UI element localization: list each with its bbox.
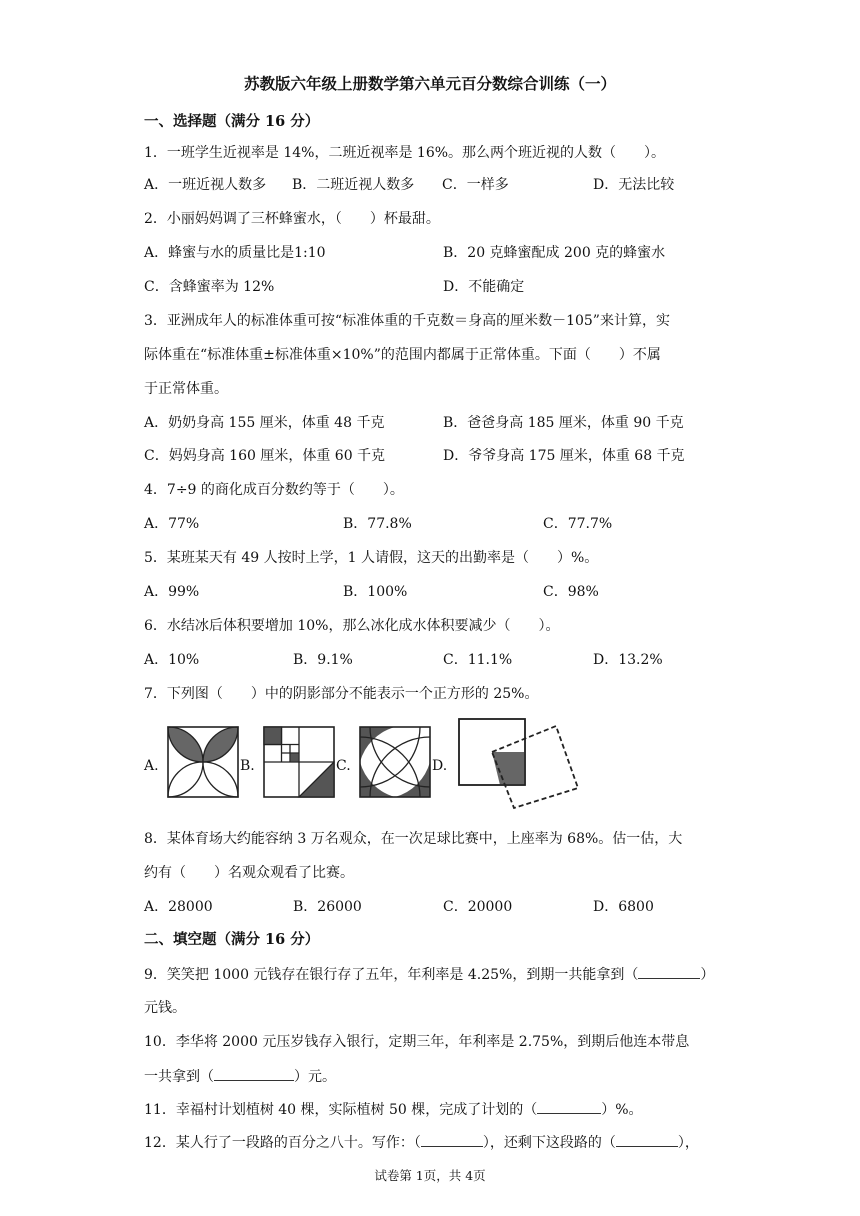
question-10-line2 — [144, 1067, 724, 1086]
figure-c-label[interactable]: C. — [336, 758, 351, 774]
option-b[interactable]: B．26000 — [293, 899, 362, 915]
option-c[interactable]: C．11.1% — [443, 652, 513, 668]
option-c[interactable]: C．含蜂蜜率为 12% — [144, 279, 275, 295]
option-b[interactable]: B．20 克蜂蜜配成 200 克的蜂蜜水 — [443, 245, 666, 261]
figure-d-label[interactable]: D. — [432, 758, 448, 774]
page-footer: 试卷第 1页，共 4页 — [374, 1168, 486, 1183]
option-d[interactable]: D．无法比较 — [593, 177, 675, 193]
answer-blank[interactable] — [537, 1100, 601, 1114]
question-11 — [144, 1100, 724, 1119]
figure-c-arcs — [358, 725, 432, 799]
question-11-close: ）%。 — [601, 1102, 643, 1118]
question-12-mid: ），还剩下这段路的（ — [482, 1135, 616, 1151]
question-11-text: 11．幸福村计划植树 40 棵，实际植树 50 棵，完成了计划的（ — [144, 1102, 538, 1118]
question-3-stem-line3: 于正常体重。 — [144, 381, 228, 397]
question-7-stem: 7．下列图（ ）中的阴影部分不能表示一个正方形的 25%。 — [144, 686, 539, 702]
option-a[interactable]: A．28000 — [144, 899, 213, 915]
option-c[interactable]: C．一样多 — [442, 177, 509, 193]
question-6-stem: 6．水结冰后体积要增加 10%，那么冰化成水体积要减少（ ）。 — [144, 618, 560, 634]
option-d[interactable]: D．6800 — [593, 899, 654, 915]
option-b[interactable]: B．77.8% — [343, 516, 412, 532]
option-a[interactable]: A．10% — [144, 652, 200, 668]
section-title-fill: 二、填空题（满分 16 分） — [144, 931, 320, 948]
answer-blank[interactable] — [421, 1133, 483, 1147]
answer-blank[interactable] — [638, 965, 700, 979]
option-b[interactable]: B．爸爸身高 185 厘米，体重 90 千克 — [443, 415, 684, 431]
question-4-stem: 4．7÷9 的商化成百分数约等于（ ）。 — [144, 482, 404, 498]
question-9-text: 9．笑笑把 1000 元钱存在银行存了五年，年利率是 4.25%，到期一共能拿到（ — [144, 967, 639, 983]
question-8-stem-line2: 约有（ ）名观众观看了比赛。 — [144, 865, 354, 881]
option-d[interactable]: D．不能确定 — [443, 279, 525, 295]
option-c[interactable]: C．98% — [543, 584, 599, 600]
answer-blank[interactable] — [214, 1067, 294, 1081]
page-title: 苏教版六年级上册数学第六单元百分数综合训练（一） — [243, 74, 616, 93]
question-10-line1: 10．李华将 2000 元压岁钱存入银行，定期三年，年利率是 2.75%，到期后他连本带息 — [144, 1034, 690, 1050]
answer-blank[interactable] — [616, 1133, 678, 1147]
option-b[interactable]: B．二班近视人数多 — [292, 177, 415, 193]
option-a[interactable]: A．99% — [144, 584, 200, 600]
option-a[interactable]: A．蜂蜜与水的质量比是1:10 — [144, 245, 326, 261]
option-a[interactable]: A．奶奶身高 155 厘米，体重 48 千克 — [144, 415, 385, 431]
question-9-close: ） — [700, 967, 715, 983]
question-12-close: ）， — [677, 1135, 699, 1151]
question-10-close: ）元。 — [294, 1069, 336, 1085]
option-d[interactable]: D．爷爷身高 175 厘米，体重 68 千克 — [443, 448, 685, 464]
option-c[interactable]: C．妈妈身高 160 厘米，体重 60 千克 — [144, 448, 386, 464]
question-8-stem-line1: 8．某体育场大约能容纳 3 万名观众，在一次足球比赛中，上座率为 68%。估一估，大 — [144, 831, 683, 847]
option-a[interactable]: A．一班近视人数多 — [144, 177, 267, 193]
question-3-stem-line1: 3．亚洲成年人的标准体重可按“标准体重的千克数＝身高的厘米数－105”来计算，实 — [144, 313, 670, 329]
option-d[interactable]: D．13.2% — [593, 652, 663, 668]
question-9-line2: 元钱。 — [144, 1000, 186, 1016]
question-10-text: 一共拿到（ — [144, 1069, 214, 1085]
question-5-stem: 5．某班某天有 49 人按时上学，1 人请假，这天的出勤率是（ ）%。 — [144, 550, 599, 566]
figure-a-petals — [166, 725, 240, 799]
question-12 — [144, 1133, 724, 1152]
figure-d-overlap — [456, 716, 586, 812]
option-b[interactable]: B．100% — [343, 584, 408, 600]
section-title-choice: 一、选择题（满分 16 分） — [144, 113, 320, 130]
figure-b-label[interactable]: B. — [240, 758, 255, 774]
question-9-line1 — [144, 965, 724, 984]
option-b[interactable]: B．9.1% — [293, 652, 353, 668]
question-3-stem-line2: 际体重在“标准体重±标准体重×10%”的范围内都属于正常体重。下面（ ）不属 — [144, 347, 661, 363]
option-c[interactable]: C．77.7% — [543, 516, 613, 532]
question-12-text: 12．某人行了一段路的百分之八十。写作：（ — [144, 1135, 421, 1151]
figure-a-label[interactable]: A. — [144, 758, 159, 774]
option-c[interactable]: C．20000 — [443, 899, 513, 915]
question-1-stem: 1．一班学生近视率是 14%，二班近视率是 16%。那么两个班近视的人数（ ）。 — [144, 145, 666, 161]
question-2-stem: 2．小丽妈妈调了三杯蜂蜜水，（ ）杯最甜。 — [144, 211, 440, 227]
option-a[interactable]: A．77% — [144, 516, 200, 532]
figure-b-squares — [262, 725, 336, 799]
